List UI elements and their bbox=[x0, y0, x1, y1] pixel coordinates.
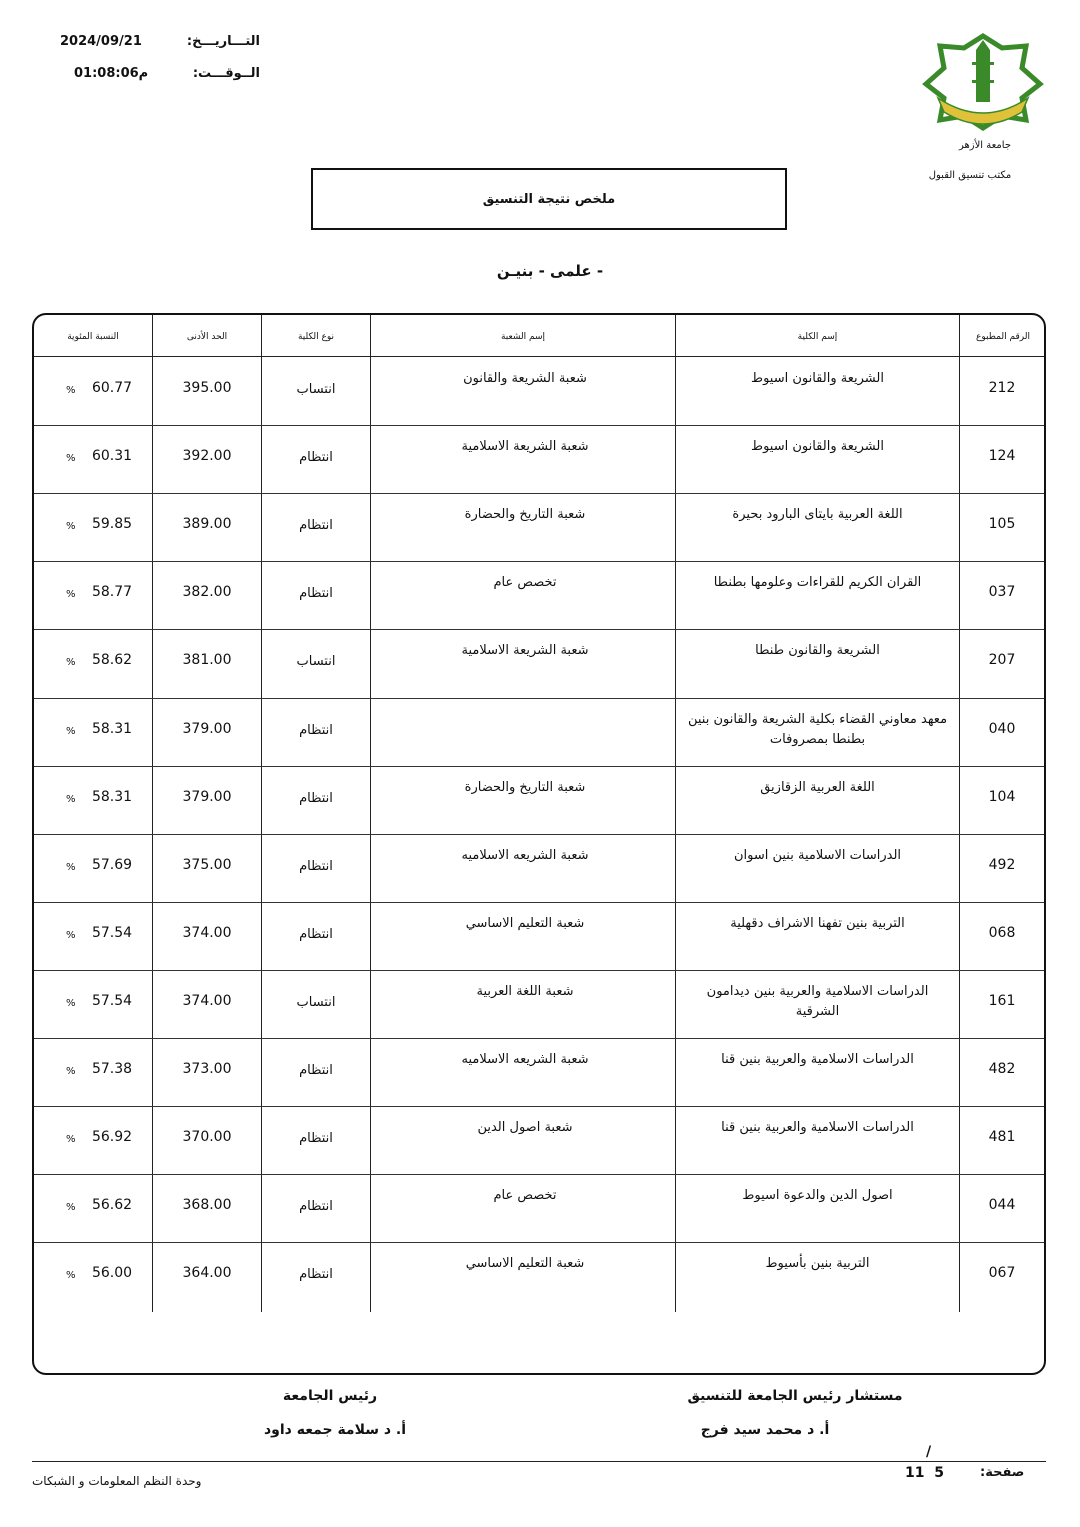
cell-percentage: 58.77 bbox=[91, 584, 133, 601]
cell-percentage: 60.77 bbox=[91, 380, 133, 396]
cell-code: 040 bbox=[988, 720, 1016, 737]
row-divider bbox=[34, 1242, 1044, 1243]
cell-college: الدراسات الاسلامية والعربية بنين قنا bbox=[721, 1120, 914, 1136]
cell-division: شعبة الشريعه الاسلاميه bbox=[461, 847, 589, 863]
column-divider bbox=[675, 315, 676, 1312]
row-divider bbox=[34, 834, 1044, 835]
header-percentage: النسبة المئوية bbox=[67, 332, 119, 342]
cell-type: انتظام bbox=[299, 450, 333, 466]
date-row bbox=[60, 34, 260, 56]
row-divider bbox=[34, 425, 1044, 426]
row-divider bbox=[34, 902, 1044, 903]
page-current: 5 bbox=[934, 1465, 944, 1481]
cell-code: 044 bbox=[988, 1197, 1016, 1214]
cell-type: انتظام bbox=[299, 926, 333, 942]
cell-percent-sign: % bbox=[66, 725, 76, 737]
column-divider bbox=[370, 315, 371, 1312]
cell-type: انتظام bbox=[299, 722, 333, 738]
cell-min-score: 382.00 bbox=[182, 584, 232, 601]
cell-type: انتظام bbox=[299, 1199, 333, 1215]
cell-type: انتظام bbox=[299, 1063, 333, 1078]
cell-min-score: 373.00 bbox=[182, 1061, 232, 1077]
cell-type: انتظام bbox=[299, 790, 333, 806]
cell-code: 067 bbox=[988, 1265, 1016, 1282]
cell-min-score: 370.00 bbox=[182, 1129, 232, 1146]
cell-type: انتساب bbox=[296, 994, 336, 1010]
cell-code: 492 bbox=[988, 856, 1016, 873]
cell-min-score: 381.00 bbox=[182, 652, 232, 669]
page-total: 11 bbox=[905, 1465, 925, 1481]
cell-percent-sign: % bbox=[66, 861, 76, 873]
advisor-name: أ. د محمد سيد فرج bbox=[700, 1422, 830, 1438]
cell-percentage: 57.69 bbox=[91, 856, 133, 873]
report-title: ملخص نتيجة التنسيق bbox=[311, 168, 787, 230]
report-subtitle: - علمى - بنيـن bbox=[496, 262, 604, 280]
cell-college: اللغة العربية بايتاى البارود بحيرة bbox=[732, 507, 903, 523]
cell-code: 481 bbox=[988, 1129, 1016, 1146]
cell-min-score: 364.00 bbox=[182, 1265, 232, 1282]
cell-percentage: 58.62 bbox=[91, 652, 133, 669]
row-divider bbox=[34, 1106, 1044, 1107]
cell-percentage: 59.85 bbox=[91, 516, 133, 533]
cell-type: انتظام bbox=[299, 1131, 333, 1147]
cell-min-score: 379.00 bbox=[182, 720, 232, 737]
cell-percent-sign: % bbox=[66, 453, 76, 465]
footer-divider bbox=[32, 1461, 1046, 1462]
cell-division: شعبة الشريعه الاسلاميه bbox=[461, 1052, 589, 1067]
cell-division: شعبة الشريعة والقانون bbox=[463, 371, 587, 386]
advisor-title: مستشار رئيس الجامعة للتنسيق bbox=[687, 1388, 903, 1404]
cell-percent-sign: % bbox=[66, 521, 76, 533]
row-divider bbox=[34, 561, 1044, 562]
footer-unit: وحدة النظم المعلومات و الشبكات bbox=[32, 1474, 202, 1488]
cell-percent-sign: % bbox=[66, 1066, 76, 1077]
cell-min-score: 374.00 bbox=[182, 992, 232, 1009]
cell-percentage: 58.31 bbox=[91, 788, 133, 805]
cell-percent-sign: % bbox=[66, 1134, 76, 1146]
cell-percent-sign: % bbox=[66, 589, 76, 601]
cell-division: شعبة التاريخ والحضارة bbox=[464, 779, 586, 795]
cell-division: شعبة اصول الدين bbox=[477, 1120, 573, 1136]
cell-code: 482 bbox=[988, 1061, 1016, 1077]
cell-min-score: 374.00 bbox=[182, 924, 232, 941]
column-divider bbox=[152, 315, 153, 1312]
cell-college: القران الكريم للقراءات وعلومها بطنطا bbox=[713, 575, 922, 591]
cell-min-score: 392.00 bbox=[182, 448, 232, 465]
cell-percent-sign: % bbox=[66, 1270, 76, 1282]
cell-college: معهد معاوني القضاء بكلية الشريعة والقانون بنين bbox=[687, 711, 948, 727]
cell-code: 105 bbox=[988, 516, 1016, 533]
cell-min-score: 375.00 bbox=[182, 856, 232, 873]
cell-college: التربية بنين تفهنا الاشراف دقهلية bbox=[730, 915, 905, 931]
cell-college: التربية بنين بأسيوط bbox=[765, 1256, 870, 1272]
cell-type: انتظام bbox=[299, 858, 333, 874]
cell-min-score: 368.00 bbox=[182, 1197, 232, 1214]
time-value: 01:08:06م bbox=[74, 66, 149, 81]
table-header-divider bbox=[34, 356, 1044, 357]
cell-division: شعبة الشريعة الاسلامية bbox=[461, 643, 589, 659]
header-min-score: الحد الأدنى bbox=[186, 332, 228, 342]
cell-college: الشريعة والقانون اسيوط bbox=[751, 439, 884, 455]
cell-division: شعبة التاريخ والحضارة bbox=[464, 507, 586, 523]
cell-code: 207 bbox=[988, 652, 1016, 669]
row-divider bbox=[34, 698, 1044, 699]
date-value: 2024/09/21 bbox=[60, 34, 142, 49]
cell-percent-sign: % bbox=[66, 793, 76, 805]
cell-min-score: 379.00 bbox=[182, 788, 232, 805]
cell-code: 161 bbox=[988, 992, 1016, 1009]
cell-college: الدراسات الاسلامية والعربية بنين قنا bbox=[721, 1052, 914, 1067]
cell-percentage: 57.54 bbox=[91, 924, 133, 941]
header-code: الرقم المطبوع bbox=[976, 332, 1030, 342]
cell-division: شعبة اللغة العربية bbox=[476, 983, 574, 999]
header-division: إسم الشعبة bbox=[500, 332, 546, 342]
president-title: رئيس الجامعة bbox=[282, 1388, 378, 1404]
cell-college: اللغة العربية الزقازيق bbox=[760, 779, 875, 795]
cell-type: انتظام bbox=[299, 518, 333, 534]
cell-percent-sign: % bbox=[66, 657, 76, 669]
office-name: مكتب تنسيق القبول bbox=[928, 170, 1012, 181]
header-type: نوع الكلية bbox=[297, 332, 335, 342]
cell-percent-sign: % bbox=[66, 385, 76, 396]
cell-code: 104 bbox=[988, 788, 1016, 805]
cell-code: 037 bbox=[988, 584, 1016, 601]
date-label: التـــاريـــخ: bbox=[186, 34, 260, 49]
cell-min-score: 395.00 bbox=[182, 380, 232, 396]
row-divider bbox=[34, 493, 1044, 494]
cell-percentage: 56.62 bbox=[91, 1197, 133, 1214]
cell-type: انتظام bbox=[299, 1267, 333, 1283]
university-name: جامعة الأزهر bbox=[958, 140, 1012, 151]
cell-college: الشريعة والقانون اسيوط bbox=[751, 371, 884, 386]
cell-percentage: 60.31 bbox=[91, 448, 133, 465]
university-logo-icon bbox=[922, 32, 1044, 132]
president-name: أ. د سلامة جمعه داود bbox=[263, 1422, 407, 1438]
cell-type: انتظام bbox=[299, 586, 333, 602]
column-divider bbox=[959, 315, 960, 1312]
cell-min-score: 389.00 bbox=[182, 516, 232, 533]
cell-percentage: 57.54 bbox=[91, 992, 133, 1009]
header-college: إسم الكلية bbox=[797, 332, 838, 342]
page-separator: / bbox=[926, 1444, 932, 1460]
cell-division: شعبة الشريعة الاسلامية bbox=[461, 439, 589, 455]
cell-college: الشريعة والقانون طنطا bbox=[755, 643, 880, 659]
row-divider bbox=[34, 766, 1044, 767]
row-divider bbox=[34, 970, 1044, 971]
time-row bbox=[60, 66, 260, 88]
cell-percent-sign: % bbox=[66, 997, 76, 1009]
cell-code: 124 bbox=[988, 448, 1016, 465]
cell-type: انتساب bbox=[296, 654, 336, 670]
cell-percentage: 57.38 bbox=[91, 1061, 133, 1077]
cell-college: الدراسات الاسلامية والعربية بنين ديدامون bbox=[706, 983, 929, 999]
page-numbers bbox=[905, 1465, 944, 1481]
cell-percent-sign: % bbox=[66, 929, 76, 941]
cell-percentage: 58.31 bbox=[91, 720, 133, 737]
cell-division: شعبة التعليم الاساسي bbox=[465, 1256, 585, 1272]
cell-percent-sign: % bbox=[66, 1202, 76, 1214]
row-divider bbox=[34, 1174, 1044, 1175]
results-table bbox=[32, 313, 1046, 1375]
cell-type: انتساب bbox=[296, 382, 336, 397]
page-label: صفحة: bbox=[980, 1465, 1025, 1480]
cell-college: اصول الدين والدعوة اسيوط bbox=[742, 1188, 893, 1204]
time-label: الــوقـــت: bbox=[192, 66, 260, 81]
cell-division: تخصص عام bbox=[493, 1188, 557, 1204]
row-divider bbox=[34, 1038, 1044, 1039]
cell-code: 068 bbox=[988, 924, 1016, 941]
cell-division: شعبة التعليم الاساسي bbox=[465, 915, 585, 931]
cell-code: 212 bbox=[988, 380, 1016, 396]
cell-percentage: 56.00 bbox=[91, 1265, 133, 1282]
cell-percentage: 56.92 bbox=[91, 1129, 133, 1146]
cell-division: تخصص عام bbox=[493, 575, 557, 591]
cell-college-line2: بطنطا بمصروفات bbox=[769, 731, 866, 747]
cell-college-line2: الشرقية bbox=[795, 1003, 840, 1019]
cell-college: الدراسات الاسلامية بنين اسوان bbox=[733, 847, 902, 863]
row-divider bbox=[34, 629, 1044, 630]
